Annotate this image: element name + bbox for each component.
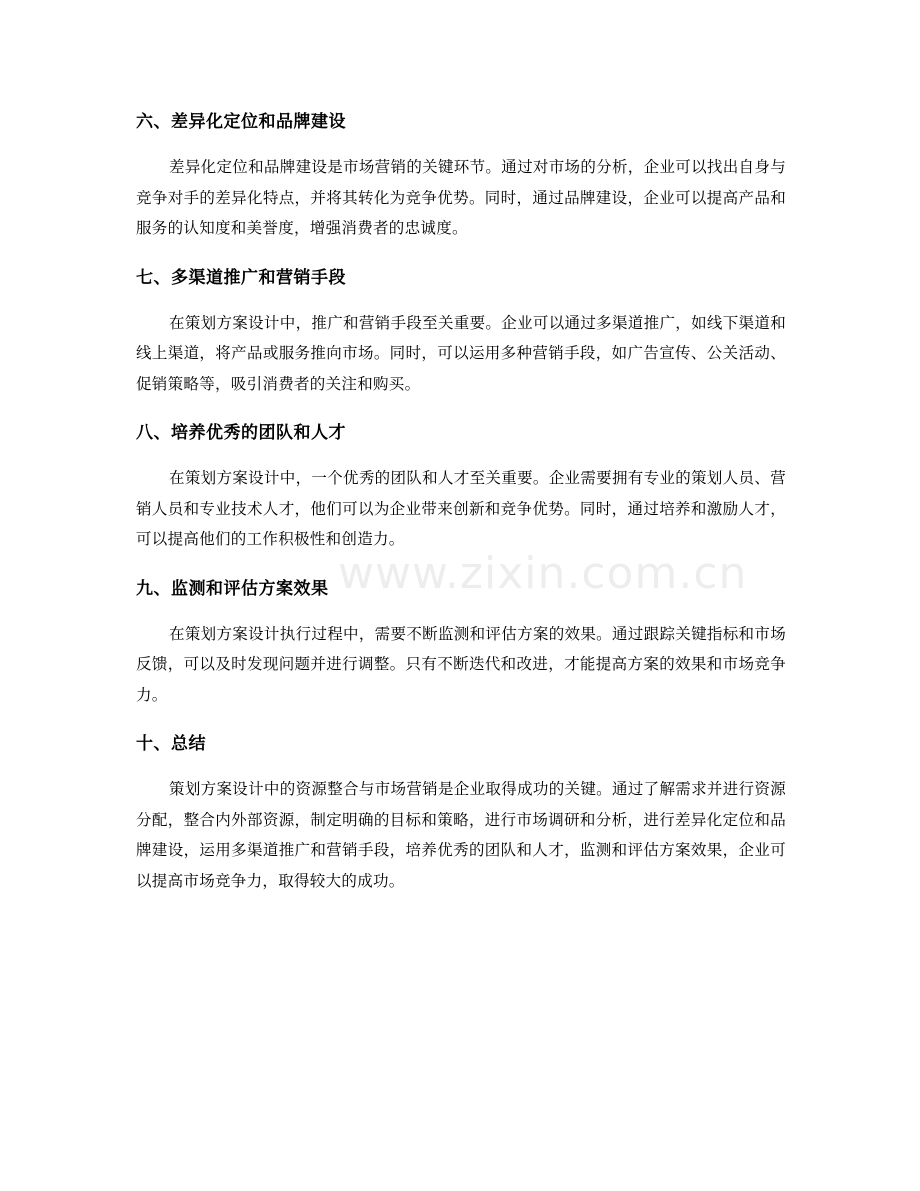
section-differentiation-branding bbox=[136, 104, 786, 244]
section-paragraph: 策划方案设计中的资源整合与市场营销是企业取得成功的关键。通过了解需求并进行资源分配，整合内外部资源，制定明确的目标和策略，进行市场调研和分析，进行差异化定位和品牌建设，运用多渠道推广和营销手段，培养优秀的团队和人才，监测和评估方案效果，企业可以提高市场竞争力，取得较大的成功。 bbox=[136, 780, 786, 890]
watermark: www.zixin.com.cn bbox=[338, 548, 748, 599]
section-paragraph: 在策划方案设计执行过程中，需要不断监测和评估方案的效果。通过跟踪关键指标和市场反馈，可以及时发现问题并进行调整。只有不断迭代和改进，才能提高方案的效果和市场竞争力。 bbox=[136, 624, 786, 704]
section-heading: 六、差异化定位和品牌建设 bbox=[136, 112, 346, 132]
section-paragraph: 在策划方案设计中，一个优秀的团队和人才至关重要。企业需要拥有专业的策划人员、营销人员和专业技术人才，他们可以为企业带来创新和竞争优势。同时，通过培养和激励人才，可以提高他们的工作积极性和创造力。 bbox=[136, 469, 786, 548]
section-summary bbox=[136, 726, 786, 896]
section-heading: 十、总结 bbox=[136, 734, 206, 754]
section-paragraph: 差异化定位和品牌建设是市场营销的关键环节。通过对市场的分析，企业可以找出自身与竞争对手的差异化特点，并将其转化为竞争优势。同时，通过品牌建设，企业可以提高产品和服务的认知度和美誉度，增强消费者的忠诚度。 bbox=[136, 158, 786, 237]
section-heading: 八、培养优秀的团队和人才 bbox=[136, 423, 346, 443]
section-heading: 九、监测和评估方案效果 bbox=[136, 578, 329, 599]
section-paragraph: 在策划方案设计中，推广和营销手段至关重要。企业可以通过多渠道推广，如线下渠道和线上渠道，将产品或服务推向市场。同时，可以运用多种营销手段，如广告宣传、公关活动、促销策略等，吸引消费者的关注和购买。 bbox=[136, 313, 786, 393]
section-monitor-evaluate bbox=[136, 571, 786, 711]
section-multichannel-promotion bbox=[136, 260, 786, 400]
document-content bbox=[136, 104, 786, 912]
section-heading: 七、多渠道推广和营销手段 bbox=[136, 267, 346, 288]
section-team-talent bbox=[136, 415, 786, 555]
